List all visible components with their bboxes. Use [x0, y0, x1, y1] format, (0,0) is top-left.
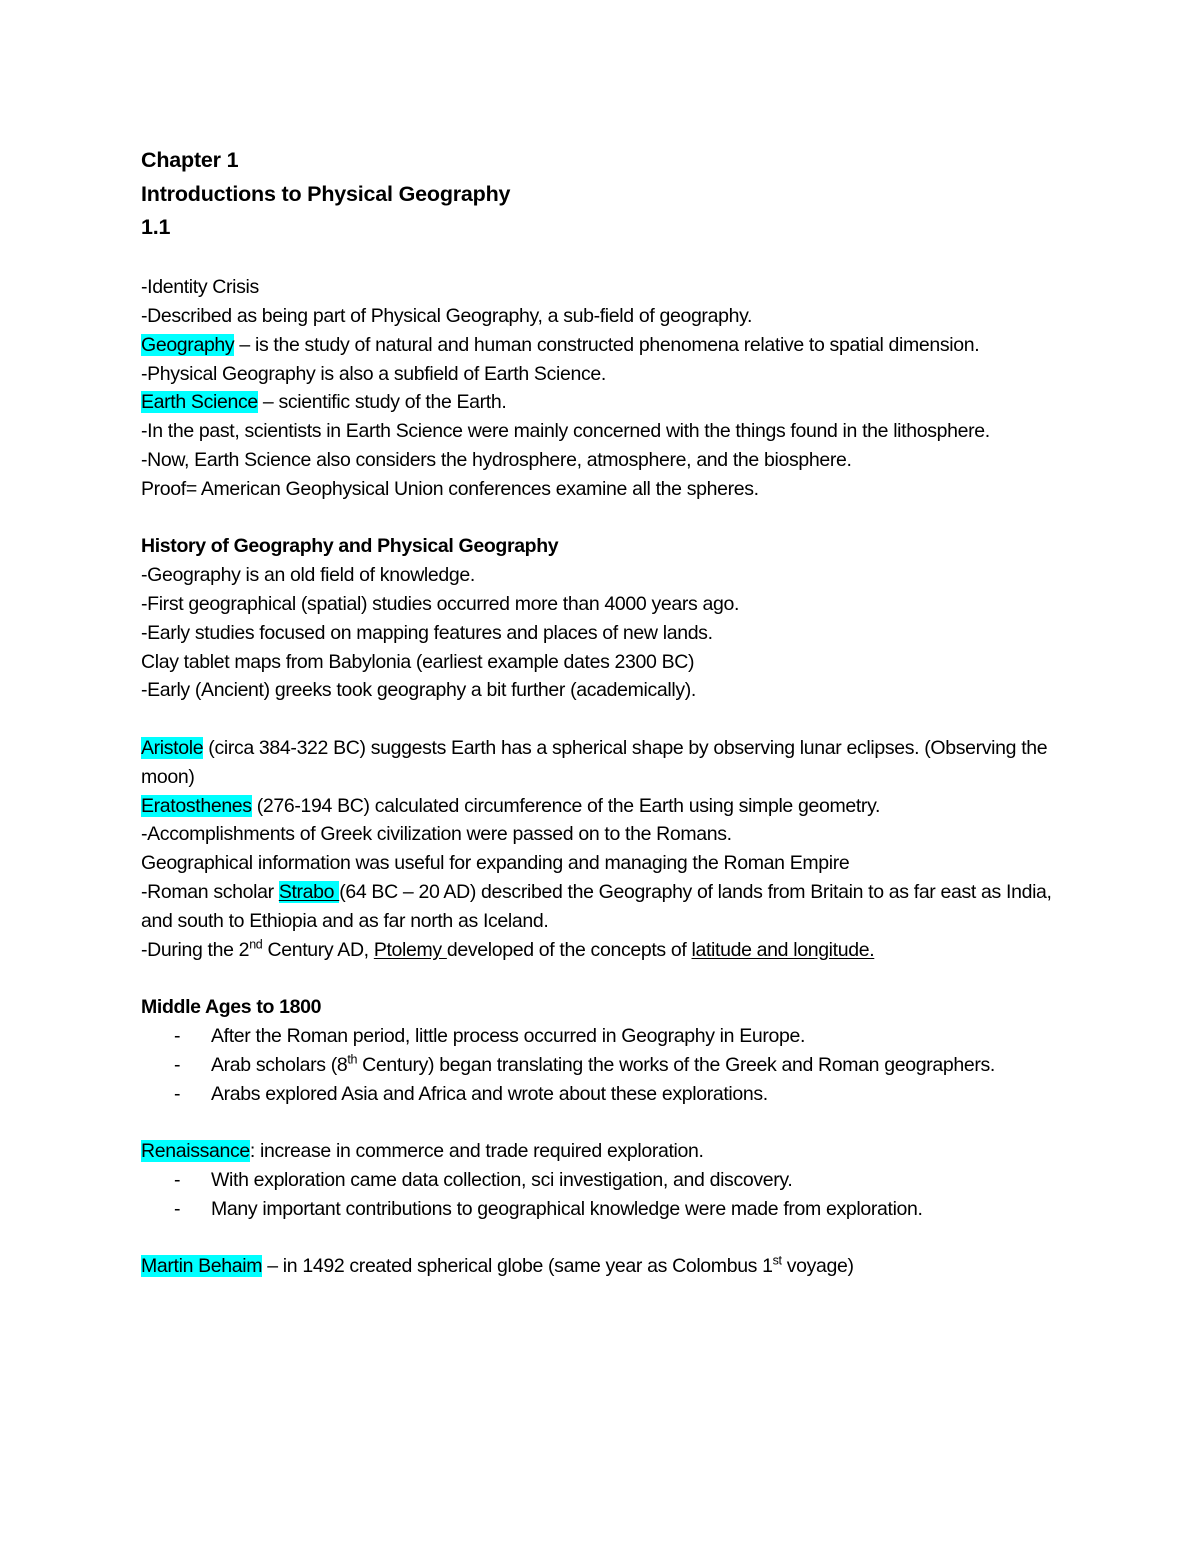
earth-science-definition [141, 388, 1071, 417]
aristole-text: (circa 384-322 BC) suggests Earth has a spherical shape by observing lunar eclipses. (Observing the moon) [141, 737, 1048, 788]
earth-science-def-text: – scientific study of the Earth. [257, 391, 507, 414]
latitude-longitude: latitude and longitude. [691, 938, 875, 961]
eratosthenes-text: (276-194 BC) calculated circumference of the Earth using simple geometry. [251, 794, 881, 817]
strabo-term: Strabo [278, 881, 340, 904]
history-line-2: -First geographical (spatial) studies occurred more than 4000 years ago. [141, 593, 740, 616]
intro-line-identity: -Identity Crisis [141, 276, 259, 299]
history-line-5: -Early (Ancient) greeks took geography a bit further (academically). [141, 679, 696, 702]
middle-ages-list [141, 1022, 1071, 1108]
strabo-text: (64 BC – 20 AD) described the Geography of lands from Britain to as far east as India, and south to Ethiopia and as far north as Iceland. [141, 881, 1052, 932]
list-item: - Many important contributions to geographical knowledge were made from exploration. [141, 1195, 1071, 1224]
eratosthenes-paragraph [141, 792, 1071, 821]
list-item: - After the Roman period, little process occurred in Geography in Europe. [141, 1022, 1071, 1051]
dash-bullet: - [174, 1025, 181, 1048]
dash-bullet: - [174, 1197, 181, 1220]
dash-bullet: - [174, 1053, 181, 1076]
intro-line-now: -Now, Earth Science also considers the hydrosphere, atmosphere, and the biosphere. [141, 449, 852, 472]
behaim-ordinal: st [772, 1253, 782, 1268]
chapter-title: Introductions to Physical Geography [141, 181, 511, 206]
ptolemy-mid: Century AD, [262, 938, 374, 961]
document-body [141, 144, 1071, 1281]
behaim-paragraph [141, 1252, 1071, 1281]
ptolemy-paragraph [141, 936, 1071, 965]
section-number: 1.1 [141, 215, 171, 239]
geography-definition [141, 331, 1071, 360]
dash-bullet: - [174, 1169, 181, 1191]
behaim-term: Martin Behaim [141, 1255, 263, 1278]
renaissance-text: : increase in commerce and trade required exploration. [249, 1140, 704, 1163]
intro-line-past: -In the past, scientists in Earth Science were mainly concerned with the things found in the lithosphere. [141, 420, 990, 443]
behaim-post: voyage) [781, 1255, 854, 1278]
list-item: - Arabs explored Asia and Africa and wrote about these explorations. [141, 1080, 1071, 1109]
dash-bullet: - [174, 1082, 181, 1105]
aristole-term: Aristole [141, 737, 204, 760]
ptolemy-term: Ptolemy [373, 938, 447, 961]
history-line-3: -Early studies focused on mapping features and places of new lands. [141, 621, 713, 644]
list-item: - Arab scholars (8th Century) began translating the works of the Greek and Roman geographers. [141, 1051, 1071, 1080]
strabo-prefix: -Roman scholar [141, 881, 279, 904]
geography-def-text: – is the study of natural and human constructed phenomena relative to spatial dimension. [234, 333, 980, 356]
renaissance-paragraph [141, 1137, 1071, 1166]
aristole-paragraph [141, 734, 1071, 792]
renaissance-term: Renaissance [141, 1140, 250, 1163]
ptolemy-prefix: -During the 2 [141, 938, 250, 961]
ptolemy-mid2: developed of the concepts of [446, 938, 692, 961]
history-line-1: -Geography is an old field of knowledge. [141, 564, 475, 587]
history-line-4: Clay tablet maps from Babylonia (earliest example dates 2300 BC) [141, 650, 695, 673]
middle-ages-heading: Middle Ages to 1800 [141, 996, 322, 1019]
greeks-line-roman-empire: Geographical information was useful for expanding and managing the Roman Empire [141, 852, 850, 875]
greeks-line-accomplishments: -Accomplishments of Greek civilization were passed on to the Romans. [141, 823, 732, 846]
renaissance-list [141, 1166, 1071, 1224]
intro-line-proof: Proof= American Geophysical Union conferences examine all the spheres. [141, 477, 759, 500]
geography-term: Geography [141, 333, 235, 356]
behaim-text: – in 1492 created spherical globe (same year as Colombus 1 [262, 1255, 773, 1278]
intro-line-subfield: -Physical Geography is also a subfield of Earth Science. [141, 362, 606, 385]
chapter-heading: Chapter 1 [141, 148, 239, 172]
eratosthenes-term: Eratosthenes [141, 794, 252, 817]
history-heading: History of Geography and Physical Geography [141, 535, 559, 558]
strabo-paragraph [141, 878, 1071, 936]
list-item: - With exploration came data collection, sci investigation, and discovery. [141, 1166, 1071, 1195]
earth-science-term: Earth Science [141, 391, 258, 414]
intro-line-described: -Described as being part of Physical Geography, a sub-field of geography. [141, 305, 753, 328]
ptolemy-ordinal: nd [249, 937, 263, 952]
